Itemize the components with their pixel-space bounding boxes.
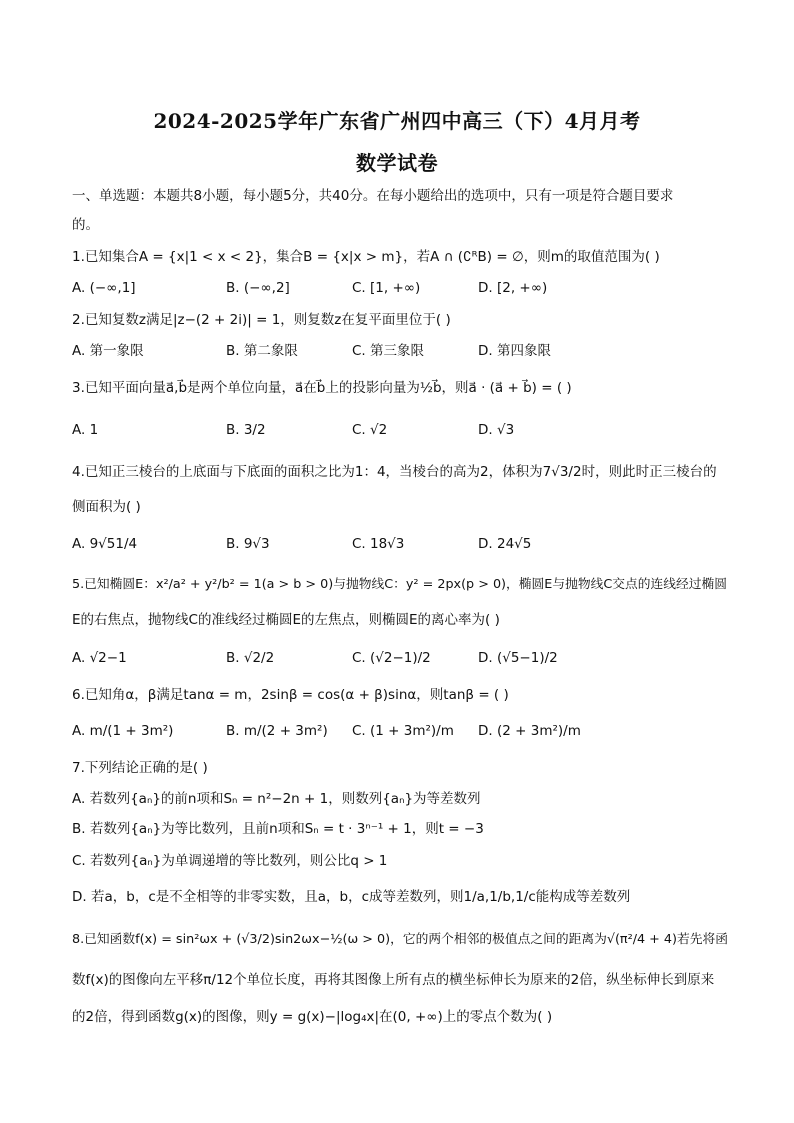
q1-option-b: B. (−∞,2] — [226, 280, 290, 296]
q2-option-c: C. 第三象限 — [352, 343, 425, 359]
q7-option-c: C. 若数列{aₙ}为单调递增的等比数列，则公比q > 1 — [72, 853, 388, 869]
q3-option-d: D. √3 — [478, 422, 515, 438]
q8-stem-line2: 数f(x)的图像向左平移π/12个单位长度，再将其图像上所有点的横坐标伸长为原来的2倍，纵坐标伸长到原来 — [72, 972, 715, 988]
section-heading-line1: 一、单选题：本题共8小题，每小题5分，共40分。在每小题给出的选项中，只有一项是符合题目要求 — [72, 188, 674, 204]
q4-option-a: A. 9√51/4 — [72, 536, 138, 552]
q2-stem: 2.已知复数z满足|z−(2 + 2i)| = 1，则复数z在复平面里位于( ) — [72, 312, 451, 328]
q7-option-d: D. 若a，b，c是不全相等的非零实数，且a，b，c成等差数列，则1/a,1/b,1/c能构成等差数列 — [72, 889, 631, 905]
q7-option-b: B. 若数列{aₙ}为等比数列，且前n项和Sₙ = t · 3ⁿ⁻¹ + 1，则t = −3 — [72, 821, 484, 837]
q1-option-a: A. (−∞,1] — [72, 280, 136, 296]
q2-option-d: D. 第四象限 — [478, 343, 551, 359]
q5-option-d: D. (√5−1)/2 — [478, 650, 558, 666]
q4-option-b: B. 9√3 — [226, 536, 270, 552]
q7-option-a: A. 若数列{aₙ}的前n项和Sₙ = n²−2n + 1，则数列{aₙ}为等差数列 — [72, 791, 481, 807]
q3-option-c: C. √2 — [352, 422, 388, 438]
q2-option-a: A. 第一象限 — [72, 343, 144, 359]
q5-option-b: B. √2/2 — [226, 650, 275, 666]
q3-option-a: A. 1 — [72, 422, 99, 438]
q1-option-c: C. [1, +∞) — [352, 280, 421, 296]
q8-stem-line3: 的2倍，得到函数g(x)的图像，则y = g(x)−|log₄x|在(0, +∞)上的零点个数为( ) — [72, 1009, 553, 1025]
q7-stem: 7.下列结论正确的是( ) — [72, 760, 208, 776]
section-heading-line2: 的。 — [72, 217, 99, 233]
q6-stem: 6.已知角α，β满足tanα = m，2sinβ = cos(α + β)sinα，则tanβ = ( ) — [72, 687, 509, 703]
q4-stem-line1: 4.已知正三棱台的上底面与下底面的面积之比为1：4，当棱台的高为2，体积为7√3/2时，则此时正三棱台的 — [72, 464, 717, 480]
q5-option-a: A. √2−1 — [72, 650, 127, 666]
q5-stem-line2: E的右焦点，抛物线C的准线经过椭圆E的左焦点，则椭圆E的离心率为( ) — [72, 612, 500, 628]
q1-option-d: D. [2, +∞) — [478, 280, 548, 296]
q5-option-c: C. (√2−1)/2 — [352, 650, 431, 666]
q3-option-b: B. 3/2 — [226, 422, 266, 438]
q5-stem-line1: 5.已知椭圆E：x²/a² + y²/b² = 1(a > b > 0)与抛物线C：y² = 2px(p > 0)，椭圆E与抛物线C交点的连线经过椭圆 — [72, 577, 727, 592]
q4-option-c: C. 18√3 — [352, 536, 405, 552]
q4-stem-line2: 侧面积为( ) — [72, 499, 141, 515]
q4-option-d: D. 24√5 — [478, 536, 532, 552]
q8-stem-line1: 8.已知函数f(x) = sin²ωx + (√3/2)sin2ωx−½(ω > 0)，它的两个相邻的极值点之间的距离为√(π²/4 + 4)若先将函 — [72, 932, 729, 947]
exam-subtitle: 数学试卷 — [356, 151, 438, 175]
q1-stem: 1.已知集合A = {x|1 < x < 2}，集合B = {x|x > m}，若A ∩ (∁ᴿB) = ∅，则m的取值范围为( ) — [72, 249, 660, 265]
q2-option-b: B. 第二象限 — [226, 343, 298, 359]
q3-stem: 3.已知平面向量a⃗,b⃗是两个单位向量，a⃗在b⃗上的投影向量为½b⃗，则a⃗ · (a⃗ + b⃗) = ( ) — [72, 380, 572, 396]
exam-title: 2024-2025学年广东省广州四中高三（下）4月月考 — [153, 109, 641, 133]
q6-option-b: B. m/(2 + 3m²) — [226, 723, 328, 739]
q6-option-a: A. m/(1 + 3m²) — [72, 723, 174, 739]
q6-option-c: C. (1 + 3m²)/m — [352, 723, 454, 739]
q6-option-d: D. (2 + 3m²)/m — [478, 723, 581, 739]
